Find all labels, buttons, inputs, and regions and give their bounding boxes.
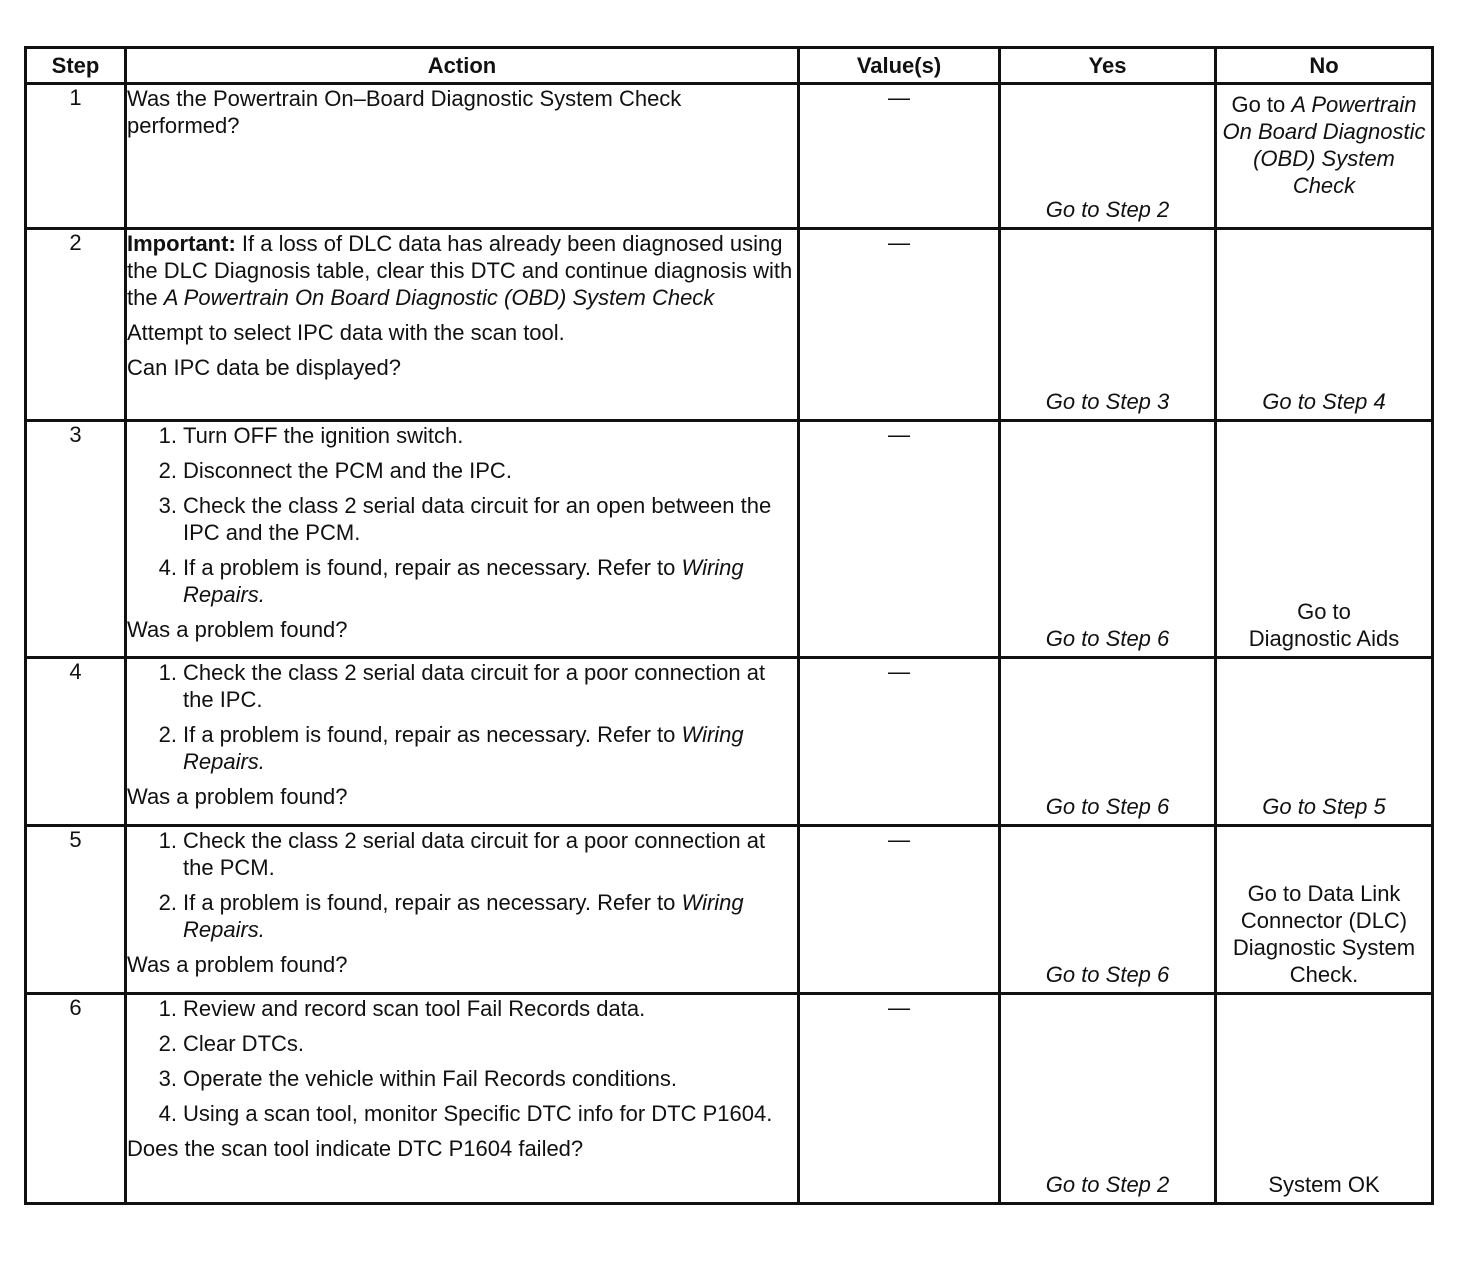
header-action: Action xyxy=(126,48,799,84)
list-item xyxy=(127,492,797,546)
important-text: If a loss of DLC data has already been diagnosed using the DLC Diagnosis table, clear this DTC and continue diagnosis with the xyxy=(127,231,793,310)
list-item xyxy=(127,422,797,449)
action-question: Was the Powertrain On–Board Diagnostic System Check performed? xyxy=(127,86,682,138)
yes-cell xyxy=(1000,421,1216,658)
list-item-text: Clear DTCs. xyxy=(183,1031,305,1056)
list-item-text: If a problem is found, repair as necessary. Refer to xyxy=(183,555,682,580)
list-item xyxy=(127,554,797,608)
action-cell xyxy=(126,84,799,229)
no-link[interactable]: Go to Data Link Connector (DLC) Diagnostic System Check. xyxy=(1232,881,1416,987)
list-item-number: 4. xyxy=(158,1101,177,1126)
value-cell: — xyxy=(799,826,1000,994)
header-row xyxy=(26,48,1433,84)
step-number: 4 xyxy=(26,658,126,826)
list-item-number: 1. xyxy=(158,996,177,1021)
no-link[interactable] xyxy=(1221,91,1427,199)
table-row xyxy=(26,229,1433,421)
value-cell: — xyxy=(799,229,1000,421)
list-item-text: Operate the vehicle within Fail Records conditions. xyxy=(183,1066,678,1091)
no-link[interactable]: Go to Step 4 xyxy=(1262,389,1386,414)
no-cell xyxy=(1216,994,1433,1204)
yes-link[interactable]: Go to Step 6 xyxy=(1045,962,1170,987)
list-item xyxy=(127,827,797,881)
action-cell xyxy=(126,994,799,1204)
list-item-text: Check the class 2 serial data circuit for an open between the IPC and the PCM. xyxy=(183,493,772,545)
list-item-text: If a problem is found, repair as necessary. Refer to xyxy=(183,890,682,915)
no-cell xyxy=(1216,84,1433,229)
action-cell xyxy=(126,658,799,826)
important-italic-ref: A Powertrain On Board Diagnostic (OBD) System Check xyxy=(163,285,715,310)
list-item xyxy=(127,889,797,943)
list-item-text: Review and record scan tool Fail Records data. xyxy=(183,996,646,1021)
action-question: Was a problem found? xyxy=(127,617,348,642)
list-item-number: 2. xyxy=(158,722,177,747)
yes-cell xyxy=(1000,229,1216,421)
wiring-repairs-ref[interactable]: Wiring Repairs. xyxy=(183,555,744,607)
no-cell xyxy=(1216,229,1433,421)
action-cell xyxy=(126,421,799,658)
action-steps xyxy=(127,659,797,775)
list-item-number: 3. xyxy=(158,1066,177,1091)
step-number: 3 xyxy=(26,421,126,658)
step-number: 6 xyxy=(26,994,126,1204)
table-row xyxy=(26,826,1433,994)
no-prefix: Go to xyxy=(1231,92,1292,117)
list-item-text: Disconnect the PCM and the IPC. xyxy=(183,458,512,483)
no-cell xyxy=(1216,826,1433,994)
table-row xyxy=(26,658,1433,826)
action-cell xyxy=(126,229,799,421)
action-question: Was a problem found? xyxy=(127,952,348,977)
yes-link[interactable]: Go to Step 6 xyxy=(1045,794,1170,819)
list-item-text: If a problem is found, repair as necessary. Refer to xyxy=(183,722,682,747)
list-item xyxy=(127,1030,797,1057)
action-question: Does the scan tool indicate DTC P1604 failed? xyxy=(127,1136,584,1161)
no-link[interactable]: System OK xyxy=(1268,1172,1380,1197)
header-no: No xyxy=(1216,48,1433,84)
list-item xyxy=(127,1065,797,1092)
yes-link[interactable]: Go to Step 2 xyxy=(1045,1172,1170,1197)
yes-cell xyxy=(1000,826,1216,994)
list-item-text: Using a scan tool, monitor Specific DTC info for DTC P1604. xyxy=(183,1101,773,1126)
no-italic-ref: A Powertrain On Board Diagnostic (OBD) System Check xyxy=(1222,92,1426,198)
yes-cell xyxy=(1000,658,1216,826)
yes-cell xyxy=(1000,994,1216,1204)
yes-link[interactable]: Go to Step 3 xyxy=(1045,389,1170,414)
list-item-number: 3. xyxy=(158,493,177,518)
list-item-number: 1. xyxy=(158,660,177,685)
wiring-repairs-ref[interactable]: Wiring Repairs. xyxy=(183,722,744,774)
value-cell: — xyxy=(799,84,1000,229)
list-item-number: 2. xyxy=(158,1031,177,1056)
yes-cell xyxy=(1000,84,1216,229)
important-label: Important: xyxy=(127,231,236,256)
action-question: Can IPC data be displayed? xyxy=(127,355,401,380)
action-steps xyxy=(127,827,797,943)
header-values: Value(s) xyxy=(799,48,1000,84)
action-steps xyxy=(127,422,797,608)
list-item xyxy=(127,721,797,775)
no-link[interactable]: Go to Step 5 xyxy=(1262,794,1386,819)
list-item xyxy=(127,995,797,1022)
list-item-text: Check the class 2 serial data circuit for a poor connection at the IPC. xyxy=(183,660,766,712)
yes-link[interactable]: Go to Step 6 xyxy=(1045,626,1170,651)
table-row xyxy=(26,994,1433,1204)
list-item-number: 1. xyxy=(158,423,177,448)
list-item xyxy=(127,1100,797,1127)
no-cell xyxy=(1216,421,1433,658)
value-cell: — xyxy=(799,658,1000,826)
step-number: 2 xyxy=(26,229,126,421)
header-yes: Yes xyxy=(1000,48,1216,84)
list-item-number: 2. xyxy=(158,458,177,483)
action-question: Was a problem found? xyxy=(127,784,348,809)
diagnostic-table xyxy=(24,46,1434,1205)
list-item xyxy=(127,457,797,484)
list-item-text: Turn OFF the ignition switch. xyxy=(183,423,464,448)
table-row xyxy=(26,84,1433,229)
action-cell xyxy=(126,826,799,994)
value-cell: — xyxy=(799,994,1000,1204)
step-number: 1 xyxy=(26,84,126,229)
header-step: Step xyxy=(26,48,126,84)
no-cell xyxy=(1216,658,1433,826)
step-number: 5 xyxy=(26,826,126,994)
value-cell: — xyxy=(799,421,1000,658)
list-item xyxy=(127,659,797,713)
table-row xyxy=(26,421,1433,658)
list-item-number: 1. xyxy=(158,828,177,853)
list-item-text: Check the class 2 serial data circuit for a poor connection at the PCM. xyxy=(183,828,766,880)
wiring-repairs-ref[interactable]: Wiring Repairs. xyxy=(183,890,744,942)
important-note xyxy=(127,230,797,311)
list-item-number: 2. xyxy=(158,890,177,915)
list-item-number: 4. xyxy=(158,555,177,580)
no-link[interactable]: Go to Diagnostic Aids xyxy=(1248,599,1400,651)
action-instruction: Attempt to select IPC data with the scan tool. xyxy=(127,320,565,345)
action-steps xyxy=(127,995,797,1127)
yes-link[interactable]: Go to Step 2 xyxy=(1045,197,1170,222)
